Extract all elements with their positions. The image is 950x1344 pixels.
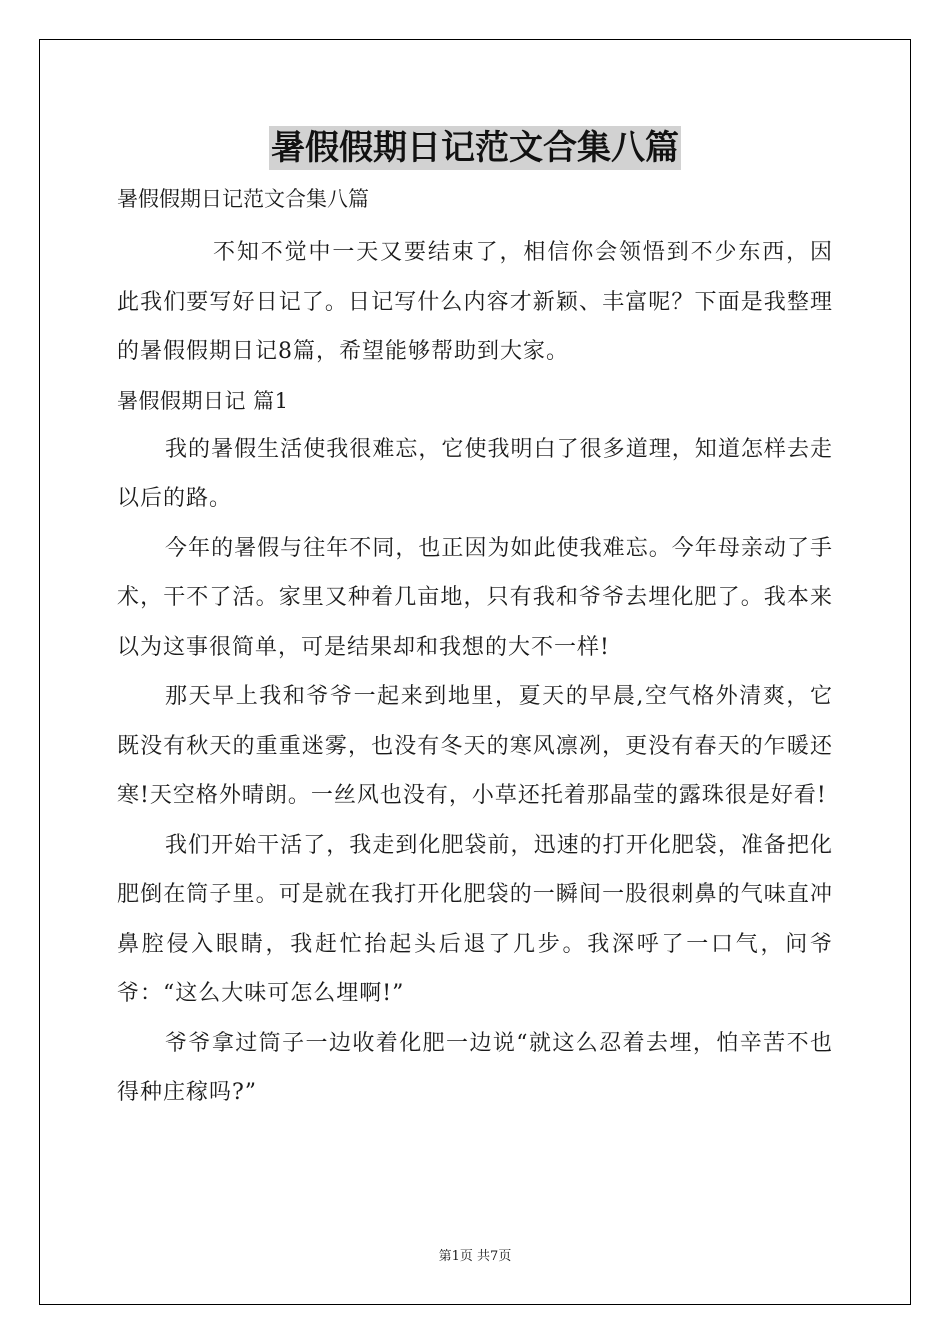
- body-paragraph: 我们开始干活了，我走到化肥袋前，迅速的打开化肥袋，准备把化肥倒在筒子里。可是就在我打开化肥袋的一瞬间一股很刺鼻的气味直冲鼻腔侵入眼睛，我赶忙抬起头后退了几步。我深呼了一口气，问爷爷：“这么大味可怎么埋啊!”: [117, 832, 833, 1006]
- section-heading: 暑假假期日记 篇1: [117, 388, 289, 413]
- body-paragraph: 我的暑假生活使我很难忘，它使我明白了很多道理，知道怎样去走以后的路。: [117, 436, 833, 511]
- document-subtitle: 暑假假期日记范文合集八篇: [117, 187, 369, 211]
- document-body: [117, 228, 833, 1118]
- body-paragraph: 爷爷拿过筒子一边收着化肥一边说“就这么忍着去埋，怕辛苦不也得种庄稼吗?”: [117, 1030, 833, 1105]
- document-title: 暑假假期日记范文合集八篇: [271, 128, 679, 168]
- page-footer: 第1页 共7页: [438, 1249, 512, 1264]
- title-container: [0, 126, 950, 170]
- body-paragraph: 今年的暑假与往年不同，也正因为如此使我难忘。今年母亲动了手术，干不了活。家里又种着几亩地，只有我和爷爷去埋化肥了。我本来以为这事很简单，可是结果却和我想的大不一样!: [117, 535, 833, 660]
- intro-paragraph: 不知不觉中一天又要结束了，相信你会领悟到不少东西，因此我们要写好日记了。日记写什么内容才新颖、丰富呢？下面是我整理的暑假假期日记8篇，希望能够帮助到大家。: [117, 240, 833, 364]
- body-paragraph: 那天早上我和爷爷一起来到地里，夏天的早晨,空气格外清爽，它既没有秋天的重重迷雾，也没有冬天的寒风凛冽，更没有春天的乍暖还寒!天空格外晴朗。一丝风也没有，小草还托着那晶莹的露珠很是好看!: [117, 684, 833, 808]
